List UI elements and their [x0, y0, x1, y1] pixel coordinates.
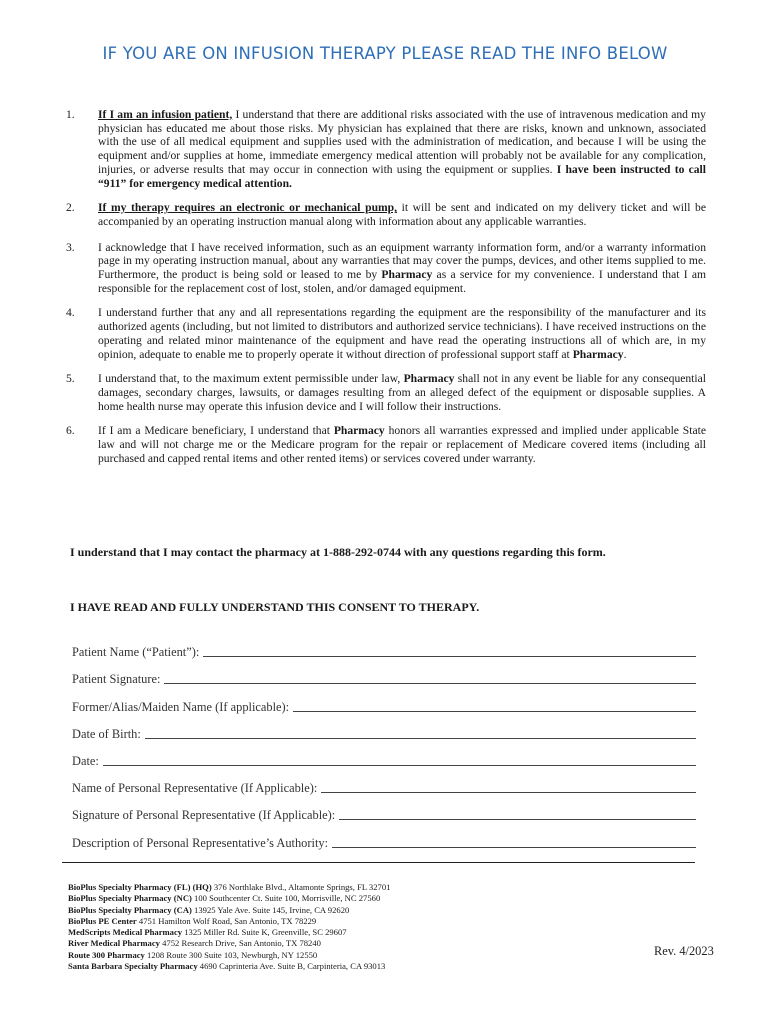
- fill-line[interactable]: [321, 792, 696, 793]
- term-text: If my therapy requires an electronic or mechanical pump, it will be sent and indicated on my delivery ticket and will be accompanied by an operating instruction manual along with information about any applicable warranties.: [98, 201, 706, 228]
- representative-signature-field[interactable]: [72, 796, 696, 823]
- patient-name-field[interactable]: [72, 633, 696, 660]
- field-label: Date of Birth:: [72, 726, 141, 741]
- location-name: BioPlus PE Center: [68, 915, 137, 926]
- location-name: BioPlus Specialty Pharmacy (CA): [68, 904, 192, 915]
- field-label: Patient Name (“Patient”):: [72, 645, 200, 660]
- field-label: Signature of Personal Representative (If Applicable):: [72, 808, 336, 823]
- pharmacy-locations: [68, 882, 588, 972]
- term-number: 5.: [66, 372, 75, 386]
- location-address: 13925 Yale Ave. Suite 145, Irvine, CA 92620: [194, 904, 350, 915]
- location-name: BioPlus Specialty Pharmacy (NC): [68, 893, 192, 904]
- term-item-5: [66, 372, 706, 413]
- term-number: 6.: [66, 424, 75, 438]
- fill-line[interactable]: [203, 656, 696, 657]
- date-field[interactable]: [72, 742, 696, 769]
- location-item: [68, 961, 588, 972]
- term-text: I acknowledge that I have received information, such as an equipment warranty information form, and/or a warranty information page in my operating instruction manual, about any warranties that may cover the pumps, devices, and other items supplied to me. Furthermore, the product is being sold or leased to me by Pharmacy as a service for my convenience. I understand that I am responsible for the replacement cost of lost, stolen, and/or damaged equipment.: [98, 240, 707, 295]
- document-title: IF YOU ARE ON INFUSION THERAPY PLEASE READ THE INFO BELOW: [102, 44, 668, 63]
- fill-line[interactable]: [339, 819, 696, 820]
- fill-line[interactable]: [103, 765, 696, 766]
- term-lead: If I am an infusion patient,: [98, 108, 233, 121]
- representative-authority-field[interactable]: [72, 823, 696, 850]
- field-label: Date:: [72, 753, 99, 768]
- consent-statement: I HAVE READ AND FULLY UNDERSTAND THIS CONSENT TO THERAPY.: [70, 600, 480, 614]
- term-number: 2.: [66, 201, 75, 215]
- term-item-1: [66, 108, 706, 190]
- term-lead: If my therapy requires an electronic or mechanical pump,: [98, 201, 398, 215]
- signature-fields: [72, 633, 696, 851]
- location-name: Route 300 Pharmacy: [68, 949, 145, 960]
- location-item: [68, 950, 588, 961]
- emergency-instruction: I have been instructed to call “911” for emergency medical attention.: [98, 162, 706, 190]
- fill-line[interactable]: [145, 738, 696, 739]
- term-text: If I am an infusion patient, I understand that there are additional risks associated with the use of intravenous medication and my physician has educated me about those risks. My physician has explained that there are risks, known and unknown, associated with the use of all medical equipment and supplies used with the administration of medication, and because I will be using the equipment and/or supplies at home, immediate emergency medical attention will probably not be available for any complication, injuries, or adverse results that may occur in connection with using the equipment or supplies. I have been instructed to call “911” for emergency medical attention.: [98, 108, 706, 190]
- fill-line[interactable]: [164, 683, 696, 684]
- term-number: 3.: [66, 240, 75, 254]
- footer-divider: [62, 862, 695, 863]
- location-item: [68, 927, 588, 938]
- field-label: Name of Personal Representative (If Applicable):: [72, 781, 318, 796]
- terms-list: [66, 108, 706, 476]
- location-address: 4690 Caprinteria Ave. Suite B, Carpinteria, CA 93013: [199, 961, 386, 972]
- representative-name-field[interactable]: [72, 769, 696, 796]
- location-name: MedScripts Medical Pharmacy: [68, 927, 183, 938]
- contact-statement: I understand that I may contact the pharmacy at 1-888-292-0744 with any questions regarding this form.: [70, 545, 606, 559]
- location-address: 1208 Route 300 Suite 103, Newburgh, NY 12550: [147, 949, 318, 960]
- fill-line[interactable]: [332, 847, 696, 848]
- location-address: 4751 Hamilton Wolf Road, San Antonio, TX 78229: [138, 915, 317, 926]
- field-label: Patient Signature:: [72, 672, 161, 687]
- location-address: 100 Southcenter Ct. Suite 100, Morrisville, NC 27560: [194, 893, 381, 904]
- location-address: 1325 Miller Rd. Suite K, Greenville, SC 29607: [184, 927, 347, 938]
- location-address: 4752 Research Drive, San Antonio, TX 78240: [162, 938, 321, 949]
- pharmacy-name: Pharmacy: [403, 372, 455, 386]
- location-item: [68, 893, 588, 904]
- location-name: BioPlus Specialty Pharmacy (FL) (HQ): [68, 882, 212, 892]
- revision-label: Rev. 4/2023: [654, 944, 714, 958]
- term-item-6: [66, 424, 706, 465]
- location-name: Santa Barbara Specialty Pharmacy: [68, 961, 198, 972]
- term-text: I understand that, to the maximum extent permissible under law, Pharmacy shall not in any event be liable for any consequential damages, secondary charges, lawsuits, or damages resulting from an alleged defect of the equipment or disposable supplies. A home health nurse may operate this infusion device and I will follow their instructions.: [98, 372, 706, 413]
- pharmacy-name: Pharmacy: [572, 347, 624, 361]
- term-text: I understand further that any and all representations regarding the equipment are the responsibility of the manufacturer and its authorized agents (including, but not limited to distributors and authorized service technicians). I have received instructions on the operating and related minor maintenance of the equipment and have read the operating instructions all of which are, in my opinion, adequate to enable me to properly operate it without direction of professional support staff at Pharmacy.: [98, 306, 706, 361]
- fill-line[interactable]: [293, 711, 696, 712]
- term-item-4: [66, 306, 706, 361]
- former-name-field[interactable]: [72, 687, 696, 714]
- date-of-birth-field[interactable]: [72, 715, 696, 742]
- pharmacy-name: Pharmacy: [333, 424, 385, 438]
- location-name: River Medical Pharmacy: [68, 938, 160, 949]
- pharmacy-name: Pharmacy: [381, 268, 433, 282]
- term-number: 1.: [66, 108, 75, 121]
- term-text: If I am a Medicare beneficiary, I understand that Pharmacy honors all warranties expressed and implied under applicable State law and will not charge me or the Medicare program for the repair or replacement of Medicare covered items (including all purchased and capped rental items and other rented items) or services covered under warranty.: [98, 424, 706, 465]
- location-item: [68, 938, 588, 949]
- location-item: [68, 916, 588, 927]
- term-item-2: [66, 201, 706, 228]
- location-item: [68, 905, 588, 916]
- location-address: 376 Northlake Blvd., Altamonte Springs, FL 32701: [213, 882, 391, 892]
- field-label: Description of Personal Representative’s Authority:: [72, 835, 329, 850]
- field-label: Former/Alias/Maiden Name (If applicable):: [72, 699, 290, 714]
- location-item: [68, 882, 588, 893]
- term-item-3: [66, 241, 706, 296]
- patient-signature-field[interactable]: [72, 660, 696, 687]
- term-number: 4.: [66, 306, 75, 320]
